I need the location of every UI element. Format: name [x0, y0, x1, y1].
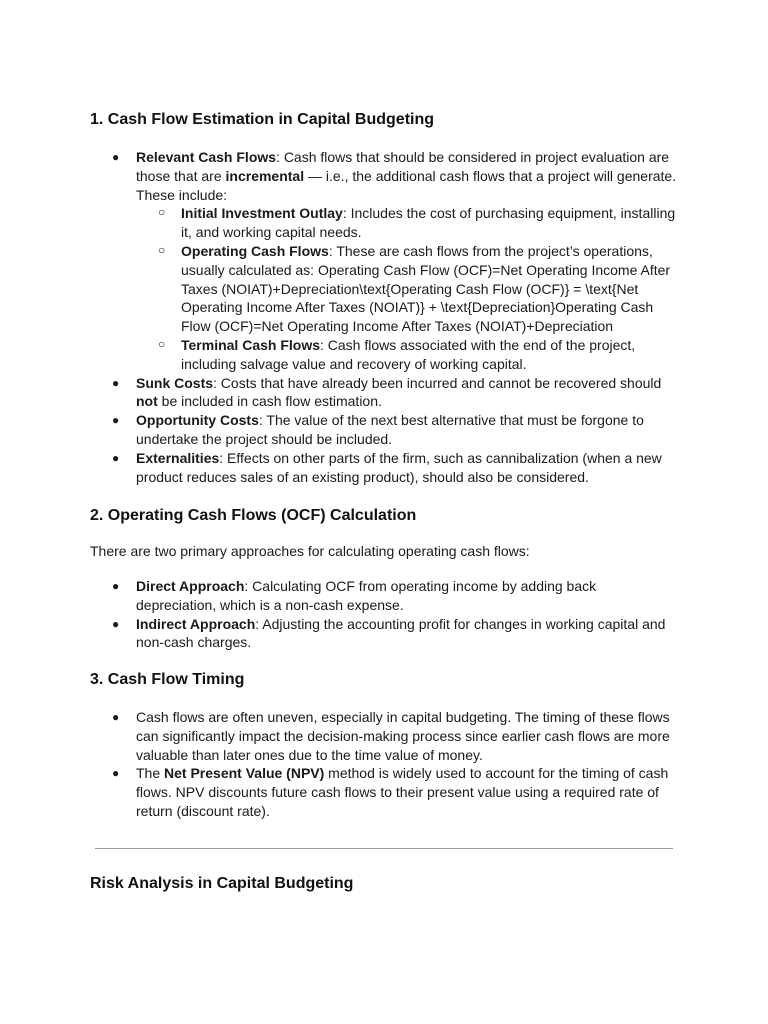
bullet-icon: ●	[112, 766, 120, 781]
section-intro-text: There are two primary approaches for calculating operating cash flows:	[90, 543, 530, 559]
hollow-bullet-icon: ○	[158, 242, 166, 257]
term-initial-investment: Initial Investment Outlay	[181, 205, 343, 222]
term-opportunity-costs: Opportunity Costs	[136, 412, 259, 429]
item-text: : Adjusting the accounting profit for changes in working capital and non-cash charges.	[136, 615, 666, 651]
item-text: : Costs that have already been incurred and cannot be recovered should	[213, 374, 662, 391]
item-text: be included in cash flow estimation.	[157, 393, 382, 410]
item-text: : Cash flows that should be considered in project evaluation are those that are	[136, 149, 670, 184]
term-direct-approach: Direct Approach	[136, 578, 245, 594]
term-sunk-costs: Sunk Costs	[136, 374, 214, 391]
bullet-icon: ●	[112, 375, 120, 390]
item-text: : Calculating OCF from operating income by adding back depreciation, which is a non-cash expense.	[136, 578, 597, 613]
item-text: : Effects on other parts of the firm, such as cannibalization (when a new product reduces sales of an existing product), should also be considered.	[136, 449, 662, 485]
list-item-externalities	[90, 449, 680, 487]
item-text: : The value of the next best alternative that must be forgone to undertake the project should be included.	[136, 412, 644, 447]
cash-flow-estimation-list	[90, 148, 680, 486]
term-externalities: Externalities	[136, 449, 220, 466]
section-heading-ocf-calculation: 2. Operating Cash Flows (OCF) Calculation	[90, 507, 417, 524]
item-text: The	[136, 765, 165, 782]
term-indirect-approach: Indirect Approach	[136, 615, 256, 632]
hollow-bullet-icon: ○	[158, 336, 166, 351]
list-item-sunk-costs	[90, 374, 680, 412]
item-text: Cash flows are often uneven, especially in capital budgeting. The timing of these flows can significantly impact the decision-making process since earlier cash flows are more valuable than later ones due to the time value of money.	[136, 709, 670, 763]
item-text: : Includes the cost of purchasing equipment, installing it, and working capital needs.	[181, 205, 676, 241]
bullet-icon: ●	[112, 150, 120, 164]
list-item-direct-approach	[90, 577, 680, 615]
sublist-item-terminal-cash-flows	[136, 336, 680, 374]
emphasis-not: not	[136, 393, 158, 410]
term-npv: Net Present Value (NPV)	[164, 765, 325, 782]
section-heading-risk-analysis: Risk Analysis in Capital Budgeting	[90, 875, 354, 892]
section-heading-cash-flow-timing: 3. Cash Flow Timing	[90, 671, 245, 688]
sublist-item-operating-cash-flows	[136, 242, 680, 336]
bullet-icon: ●	[112, 616, 120, 631]
item-text: : These are cash flows from the project’s operations, usually calculated as: Operating Cash Flow (OCF)=Net Operating Income After Taxes (NOIAT)+Depreciation\text{Operating Cash Flow (OCF)} = \text{Net Operating Income After Taxes (NOIAT)} + \text{Depreciation}Operating Cash Flow (OCF)=Net Operating Income After Taxes (NOIAT)+Depreciation	[181, 242, 671, 335]
horizontal-divider	[95, 848, 673, 849]
bullet-icon: ●	[112, 413, 120, 428]
bullet-icon: ●	[112, 710, 120, 724]
list-item-relevant-cash-flows	[90, 148, 680, 374]
term-relevant-cash-flows: Relevant Cash Flows	[136, 149, 277, 165]
hollow-bullet-icon: ○	[158, 205, 166, 220]
cash-flow-timing-list	[90, 708, 680, 821]
list-item-opportunity-costs	[90, 411, 680, 449]
item-text: method is widely used to account for the timing of cash flows. NPV discounts future cash flows to their present value using a required rate of return (discount rate).	[136, 765, 669, 819]
emphasis-incremental: incremental	[225, 167, 305, 184]
list-item-npv	[90, 764, 680, 820]
bullet-icon: ●	[112, 450, 120, 465]
list-item-indirect-approach	[90, 615, 680, 653]
bullet-icon: ●	[112, 579, 120, 593]
term-operating-cash-flows: Operating Cash Flows	[181, 242, 329, 259]
sublist-item-initial-investment	[136, 204, 680, 242]
term-terminal-cash-flows: Terminal Cash Flows	[181, 336, 320, 353]
list-item-uneven-cash-flows	[90, 708, 680, 764]
item-text: : Cash flows associated with the end of the project, including salvage value and recovery of working capital.	[181, 336, 636, 372]
ocf-approaches-list	[90, 577, 680, 652]
relevant-cash-flows-sublist	[136, 204, 680, 373]
item-text: — i.e., the additional cash flows that a project will generate. These include:	[136, 167, 677, 203]
section-heading-cash-flow-estimation: 1. Cash Flow Estimation in Capital Budgeting	[90, 111, 435, 128]
